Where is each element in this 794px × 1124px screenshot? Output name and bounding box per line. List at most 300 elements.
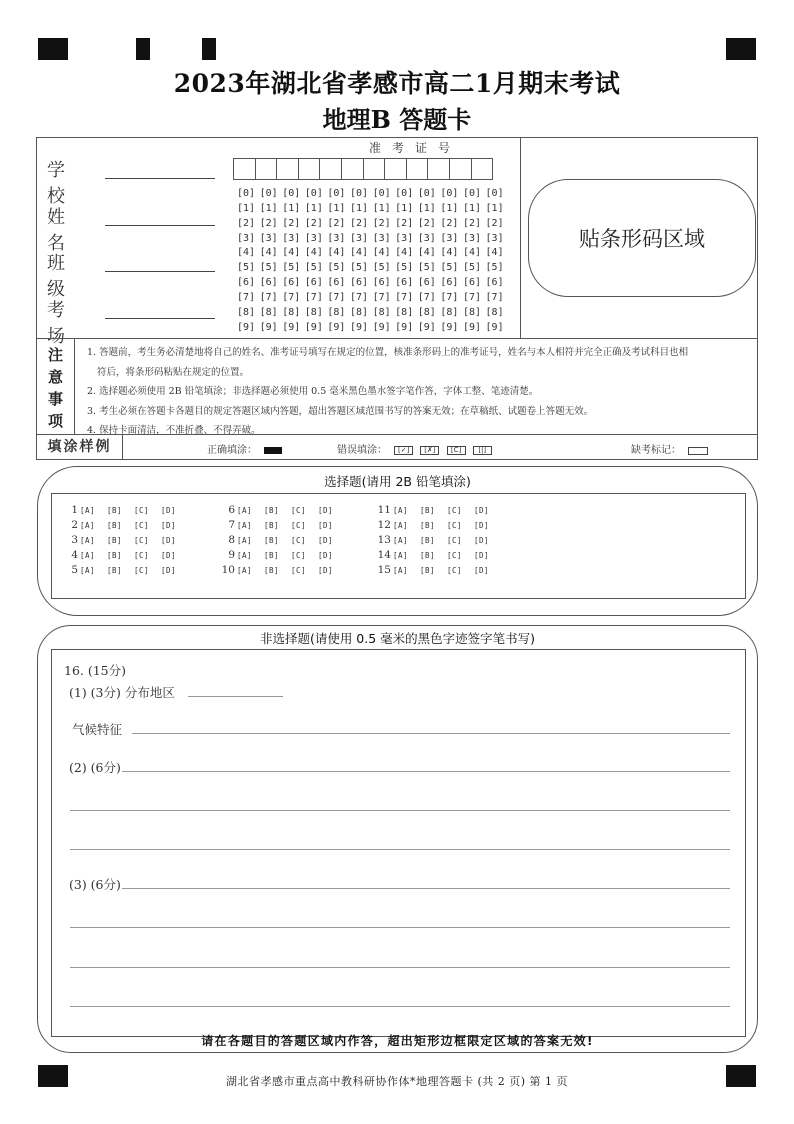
choice-option-bubble[interactable]: [C] [447,536,463,545]
admission-digit-bubble[interactable]: [0] [440,188,459,199]
admission-digit-bubble[interactable]: [5] [440,262,459,274]
admission-digit-bubble[interactable]: [7] [395,291,414,303]
admission-digit-bubble[interactable]: [9] [462,321,481,333]
admission-digit-row [237,261,508,276]
choice-option-bubble[interactable]: [A] [393,536,409,545]
choice-option-bubble[interactable]: [D] [161,536,177,545]
question-number: 8 [228,534,235,546]
choice-option-bubble[interactable]: [D] [318,551,334,560]
choice-option-bubble[interactable]: [D] [161,566,177,575]
admission-digit-bubble[interactable]: [7] [259,291,278,303]
admission-digit-bubble[interactable]: [4] [485,247,504,259]
admission-digit-row [237,321,508,336]
admission-digit-bubble[interactable]: [0] [349,188,369,199]
admission-digit-bubble[interactable]: [8] [282,306,301,318]
admission-digit-bubble[interactable]: [4] [372,247,391,259]
choice-option-bubble[interactable]: [B] [264,566,280,575]
free-response-section [37,625,758,1053]
admission-digit-bubble[interactable]: [0] [485,188,504,199]
notice-label-char: 事 [47,389,63,408]
choice-section [37,466,758,616]
choice-option-bubble[interactable]: [C] [291,566,307,575]
admission-digit-bubble[interactable]: [6] [372,277,391,289]
admission-digit-bubble[interactable]: [8] [485,306,504,318]
admission-digit-bubble[interactable]: [1] [440,202,459,214]
admission-digit-bubble[interactable]: [0] [395,188,414,199]
choice-option-bubble[interactable]: [D] [318,521,334,530]
admission-digit-bubble[interactable]: [9] [440,321,459,333]
admission-digit-bubble[interactable]: [1] [395,202,414,214]
choice-option-bubble[interactable]: [D] [474,566,490,575]
question-number: 10 [221,564,235,576]
admission-digit-bubble[interactable]: [7] [282,291,301,303]
admission-digit-bubble[interactable]: [2] [259,217,278,229]
class-line [105,271,215,272]
absent-label: 缺考标记： [631,445,681,456]
choice-option-bubble[interactable]: [B] [420,551,436,560]
climate-answer-line[interactable] [132,733,730,734]
admission-digit-bubble[interactable]: [2] [485,217,504,229]
admission-digit-bubble[interactable]: [1] [349,202,369,214]
admission-digit-box[interactable] [233,158,256,180]
admission-digit-bubble[interactable]: [6] [237,277,256,289]
admission-digit-bubble[interactable]: [9] [304,321,323,333]
admission-digit-bubble[interactable]: [2] [462,217,481,229]
admission-digit-bubble[interactable]: [4] [282,247,301,259]
admission-digit-row [237,217,508,232]
admission-digit-bubble[interactable]: [7] [237,291,256,303]
choice-option-bubble[interactable]: [B] [264,536,280,545]
admission-digit-bubble[interactable]: [2] [327,217,346,229]
admission-digit-bubble[interactable]: [5] [417,262,436,274]
question-number: 3 [71,534,78,546]
choice-question-row [215,519,345,534]
choice-question-row [371,519,501,534]
admission-number-boxes[interactable] [234,158,493,180]
school-field[interactable] [47,156,109,208]
choice-column-3 [371,504,501,579]
choice-option-bubble[interactable]: [A] [393,506,409,515]
choice-option-bubble[interactable]: [B] [264,551,280,560]
room-line [105,318,215,319]
choice-option-bubble[interactable]: [D] [474,536,490,545]
question-number: 12 [377,519,391,531]
admission-digit-bubble[interactable]: [7] [304,291,323,303]
admission-digit-bubble[interactable]: [3] [327,232,346,244]
admission-digit-bubble[interactable]: [3] [462,232,481,244]
admission-digit-bubble[interactable]: [6] [349,277,369,289]
admission-digit-bubble[interactable]: [0] [237,188,256,199]
notice-label-char: 项 [47,411,63,430]
choice-answer-box [51,493,746,599]
choice-option-bubble[interactable]: [A] [80,521,96,530]
admission-digit-bubble[interactable]: [4] [327,247,346,259]
part-2-answer-line[interactable] [122,771,730,772]
choice-option-bubble[interactable]: [B] [264,521,280,530]
choice-option-bubble[interactable]: [A] [237,566,253,575]
admission-digit-bubble[interactable]: [7] [440,291,459,303]
choice-question-row [215,534,345,549]
admission-digit-row [237,306,508,321]
choice-question-row [215,504,345,519]
admission-digit-bubble[interactable]: [5] [237,262,256,274]
question-number: 7 [228,519,235,531]
admission-digit-bubble[interactable]: [5] [304,262,323,274]
admission-digit-bubble[interactable]: [8] [417,306,436,318]
admission-digit-bubble[interactable]: [8] [259,306,278,318]
choice-option-bubble[interactable]: [C] [291,551,307,560]
choice-option-bubble[interactable]: [B] [420,566,436,575]
admission-digit-row [237,291,508,306]
free-answer-box [51,649,746,1037]
admission-digit-bubble[interactable]: [9] [417,321,436,333]
admission-digit-bubble[interactable]: [9] [282,321,301,333]
choice-option-bubble[interactable]: [D] [318,536,334,545]
choice-column-1 [58,504,188,579]
admission-digit-bubble[interactable]: [9] [349,321,369,333]
choice-option-bubble[interactable]: [D] [318,566,334,575]
admission-digit-box[interactable] [255,158,278,180]
registration-mark-top-left [38,38,68,60]
admission-digit-box[interactable] [427,158,450,180]
choice-option-bubble[interactable]: [B] [107,551,123,560]
admission-digit-bubble[interactable]: [8] [304,306,323,318]
admission-digit-row [237,276,508,291]
choice-option-bubble[interactable]: [C] [134,521,150,530]
choice-column-2 [215,504,345,579]
admission-digit-bubble[interactable]: [7] [327,291,346,303]
admission-digit-bubble[interactable]: [0] [304,188,323,199]
admission-digit-bubble[interactable]: [5] [372,262,391,274]
admission-digit-bubble[interactable]: [6] [462,277,481,289]
name-line [105,225,215,226]
choice-option-bubble[interactable]: [C] [447,521,463,530]
admission-digit-box[interactable] [406,158,429,180]
answer-area-warning: 请在各题目的答题区域内作答，超出矩形边框限定区域的答案无效! [201,1034,594,1048]
admission-digit-bubble[interactable]: [2] [417,217,436,229]
admission-digit-bubble[interactable]: [7] [417,291,436,303]
admission-digit-bubble[interactable]: [6] [440,277,459,289]
choice-option-bubble[interactable]: [C] [291,536,307,545]
choice-option-bubble[interactable]: [D] [161,506,177,515]
registration-mark-top-3 [202,38,216,60]
part-3-answer-line[interactable] [70,967,730,968]
choice-question-row [58,519,188,534]
admission-digit-bubble[interactable]: [5] [327,262,346,274]
question-number: 1 [71,504,78,516]
free-section-title: 非选择题(请使用 0.5 毫米的黑色字迹签字笔书写) [259,631,536,646]
absent-mark[interactable] [631,441,708,456]
admission-digit-bubble[interactable]: [7] [462,291,481,303]
admission-digit-bubble[interactable]: [2] [304,217,323,229]
admission-digit-bubble[interactable]: [7] [372,291,391,303]
admission-digit-bubble[interactable]: [4] [259,247,278,259]
fill-wrong-label: 错误填涂： [337,445,387,456]
choice-option-bubble[interactable]: [A] [237,506,253,515]
admission-digit-box[interactable] [298,158,321,180]
distribution-answer-line[interactable] [188,696,283,697]
choice-option-bubble[interactable]: [B] [264,506,280,515]
admission-digit-bubble[interactable]: [9] [485,321,504,333]
fill-correct-label: 正确填涂： [207,445,257,456]
class-field[interactable] [47,249,109,301]
notice-label-char: 意 [47,367,63,386]
choice-option-bubble[interactable]: [B] [420,506,436,515]
choice-question-row [215,549,345,564]
choice-option-bubble[interactable]: [B] [420,521,436,530]
admission-digit-bubble[interactable]: [6] [395,277,414,289]
notice-label [37,339,75,435]
choice-option-bubble[interactable]: [A] [80,536,96,545]
admission-digit-bubble[interactable]: [5] [349,262,369,274]
choice-option-bubble[interactable]: [A] [80,566,96,575]
admission-digit-bubble[interactable]: [6] [259,277,278,289]
admission-digit-bubble[interactable]: [6] [327,277,346,289]
part-2-answer-line[interactable] [70,849,730,850]
choice-question-row [371,534,501,549]
choice-option-bubble[interactable]: [A] [237,551,253,560]
admission-digit-bubble[interactable]: [5] [395,262,414,274]
choice-option-bubble[interactable]: [C] [447,506,463,515]
choice-option-bubble[interactable]: [C] [447,566,463,575]
choice-question-row [58,549,188,564]
question-number: 5 [71,564,78,576]
question-number: 4 [71,549,78,561]
admission-digit-bubble[interactable]: [3] [395,232,414,244]
admission-digit-bubble[interactable]: [6] [282,277,301,289]
question-number: 11 [377,504,391,516]
admission-digit-bubble[interactable]: [1] [372,202,391,214]
choice-option-bubble[interactable]: [A] [237,521,253,530]
part-2-label: (2) (6分) [69,760,121,775]
choice-option-bubble[interactable]: [D] [161,551,177,560]
admission-digit-bubble[interactable]: [3] [485,232,504,244]
admission-digit-bubble[interactable]: [6] [417,277,436,289]
choice-option-bubble[interactable]: [A] [393,566,409,575]
admission-digit-bubble[interactable]: [8] [395,306,414,318]
notice-item-1-cont: 符后，将条形码粘贴在规定的位置。 [97,366,250,378]
admission-digit-bubble[interactable]: [0] [282,188,301,199]
fill-example-label: 填涂样例 [37,435,123,459]
barcode-panel [520,138,758,338]
question-16-label: 16. (15分) [64,663,127,678]
card-title: 地理B 答题卡 [322,105,472,134]
page-footer: 湖北省孝感市重点高中教科研协作体*地理答题卡 (共 2 页) 第 1 页 [225,1075,569,1088]
part-3-label: (3) (6分) [69,877,121,892]
admission-digit-bubble[interactable]: [2] [440,217,459,229]
choice-option-bubble[interactable]: [D] [474,506,490,515]
admission-digit-grid[interactable] [237,187,508,335]
admission-digit-bubble[interactable]: [0] [372,188,391,199]
admission-digit-bubble[interactable]: [8] [440,306,459,318]
admission-digit-bubble[interactable]: [3] [440,232,459,244]
admission-digit-bubble[interactable]: [8] [237,306,256,318]
admission-digit-bubble[interactable]: [0] [327,188,346,199]
fill-example-row [37,434,757,459]
choice-option-bubble[interactable]: [C] [134,536,150,545]
admission-digit-bubble[interactable]: [3] [304,232,323,244]
admission-digit-bubble[interactable]: [9] [237,321,256,333]
registration-mark-top-2 [136,38,150,60]
question-number: 15 [377,564,391,576]
admission-digit-box[interactable] [449,158,472,180]
admission-digit-bubble[interactable]: [5] [462,262,481,274]
climate-label: 气候特征 [72,722,123,737]
admission-digit-box[interactable] [341,158,364,180]
admission-digit-bubble[interactable]: [3] [259,232,278,244]
admission-digit-bubble[interactable]: [4] [440,247,459,259]
admission-digit-row [237,202,508,217]
admission-digit-bubble[interactable]: [2] [237,217,256,229]
notice-label-char: 注 [47,345,63,364]
admission-digit-bubble[interactable]: [2] [372,217,391,229]
choice-option-bubble[interactable]: [D] [474,551,490,560]
admission-digit-bubble[interactable]: [4] [395,247,414,259]
choice-question-row [371,564,501,579]
admission-digit-bubble[interactable]: [2] [395,217,414,229]
admission-digit-bubble[interactable]: [5] [485,262,504,274]
choice-option-bubble[interactable]: [B] [107,506,123,515]
choice-option-bubble[interactable]: [D] [161,521,177,530]
choice-question-row [215,564,345,579]
admission-digit-box[interactable] [471,158,494,180]
name-field[interactable] [47,203,109,255]
notice-item-2: 2. 选择题必须使用 2B 铅笔填涂；非选择题必须使用 0.5 毫米黑色墨水签字笔作答，字体工整、笔迹清楚。 [87,386,539,397]
part-2-answer-line[interactable] [70,810,730,811]
registration-mark-top-right [726,38,756,60]
fill-correct [207,441,282,456]
admission-digit-bubble[interactable]: [3] [372,232,391,244]
admission-digit-bubble[interactable]: [3] [417,232,436,244]
question-number: 2 [71,519,78,531]
admission-digit-bubble[interactable]: [9] [372,321,391,333]
admission-digit-bubble[interactable]: [7] [485,291,504,303]
choice-option-bubble[interactable]: [C] [447,551,463,560]
notice-item-3: 3. 考生必须在答题卡各题目的规定答题区域内答题，超出答题区域范围书写的答案无效；在草稿纸、试题卷上答题无效。 [87,405,594,417]
admission-digit-bubble[interactable]: [8] [327,306,346,318]
class-label: 班 级 [47,253,79,300]
admission-digit-bubble[interactable]: [0] [417,188,436,199]
admission-digit-bubble[interactable]: [3] [237,232,256,244]
school-line [105,178,215,179]
choice-question-row [58,534,188,549]
admission-digit-bubble[interactable]: [3] [349,232,369,244]
exam-title: 2023年湖北省孝感市高二1月期末考试 [173,69,621,98]
choice-question-row [58,564,188,579]
choice-section-title: 选择题(请用 2B 铅笔填涂) [324,474,471,489]
choice-option-bubble[interactable]: [C] [291,506,307,515]
admission-digit-bubble[interactable]: [2] [349,217,369,229]
admission-digit-bubble[interactable]: [2] [282,217,301,229]
admission-digit-row [237,232,508,247]
admission-digit-bubble[interactable]: [5] [259,262,278,274]
admission-digit-bubble[interactable]: [1] [485,202,504,214]
choice-option-bubble[interactable]: [A] [237,536,253,545]
part-3-answer-line[interactable] [70,1006,730,1007]
admission-digit-box[interactable] [319,158,342,180]
notice-items [87,343,688,441]
admission-digit-bubble[interactable]: [1] [327,202,346,214]
admission-digit-bubble[interactable]: [8] [462,306,481,318]
admission-digit-bubble[interactable]: [8] [349,306,369,318]
choice-option-bubble[interactable]: [B] [107,536,123,545]
choice-question-row [58,504,188,519]
choice-option-bubble[interactable]: [C] [291,521,307,530]
admission-digit-bubble[interactable]: [1] [417,202,436,214]
choice-option-bubble[interactable]: [C] [134,506,150,515]
choice-question-row [371,504,501,519]
admission-digit-bubble[interactable]: [6] [485,277,504,289]
admission-digit-bubble[interactable]: [3] [282,232,301,244]
admission-digit-bubble[interactable]: [4] [237,247,256,259]
admission-digit-bubble[interactable]: [7] [349,291,369,303]
part-3-answer-line[interactable] [70,927,730,928]
question-number: 9 [228,549,235,561]
barcode-area: 贴条形码区域 [528,179,756,297]
room-label: 考 场 [47,300,79,347]
admission-digit-row [237,246,508,261]
absent-box[interactable] [688,447,708,455]
admission-digit-bubble[interactable]: [0] [462,188,481,199]
admission-digit-box[interactable] [384,158,407,180]
admission-digit-bubble[interactable]: [9] [395,321,414,333]
name-label: 姓 名 [47,207,79,254]
admission-number-title: 准考证号 [369,141,462,155]
choice-option-bubble[interactable]: [D] [474,521,490,530]
admission-digit-bubble[interactable]: [4] [462,247,481,259]
choice-option-bubble[interactable]: [C] [134,566,150,575]
admission-digit-bubble[interactable]: [4] [304,247,323,259]
admission-digit-box[interactable] [363,158,386,180]
part-3-answer-line[interactable] [122,888,730,889]
choice-option-bubble[interactable]: [B] [420,536,436,545]
choice-option-bubble[interactable]: [A] [393,551,409,560]
admission-digit-bubble[interactable]: [1] [304,202,323,214]
question-number: 6 [228,504,235,516]
admission-digit-bubble[interactable]: [4] [349,247,369,259]
notice-item-1: 1. 答题前，考生务必清楚地将自己的姓名、准考证号填写在规定的位置，核准条形码上的准考证号，姓名与本人相符并完全正确及考试科目也相 [87,347,689,358]
choice-option-bubble[interactable]: [C] [134,551,150,560]
fill-wrong [337,441,492,456]
admission-digit-bubble[interactable]: [1] [282,202,301,214]
admission-digit-bubble[interactable]: [1] [259,202,278,214]
notice-item-4: 4. 保持卡面清洁，不准折叠、不得弄破。 [87,425,261,436]
admission-digit-row [237,187,508,202]
choice-option-bubble[interactable]: [A] [393,521,409,530]
admission-digit-bubble[interactable]: [1] [462,202,481,214]
wrong-mark-line-icon: [|] [473,446,492,455]
filled-mark-icon [264,447,282,454]
admission-digit-bubble[interactable]: [4] [417,247,436,259]
admission-digit-bubble[interactable]: [1] [237,202,256,214]
question-number: 14 [377,549,391,561]
admission-digit-bubble[interactable]: [9] [259,321,278,333]
admission-digit-bubble[interactable]: [9] [327,321,346,333]
choice-option-bubble[interactable]: [A] [80,506,96,515]
choice-option-bubble[interactable]: [B] [107,566,123,575]
admission-digit-bubble[interactable]: [0] [259,188,278,199]
header-box [36,137,758,460]
admission-digit-bubble[interactable]: [8] [372,306,391,318]
wrong-mark-check-icon: [✓] [394,446,413,455]
choice-option-bubble[interactable]: [A] [80,551,96,560]
choice-option-bubble[interactable]: [D] [318,506,334,515]
wrong-mark-circle-icon: [C] [447,446,466,455]
choice-option-bubble[interactable]: [B] [107,521,123,530]
admission-digit-box[interactable] [276,158,299,180]
admission-digit-bubble[interactable]: [6] [304,277,323,289]
admission-digit-bubble[interactable]: [5] [282,262,301,274]
